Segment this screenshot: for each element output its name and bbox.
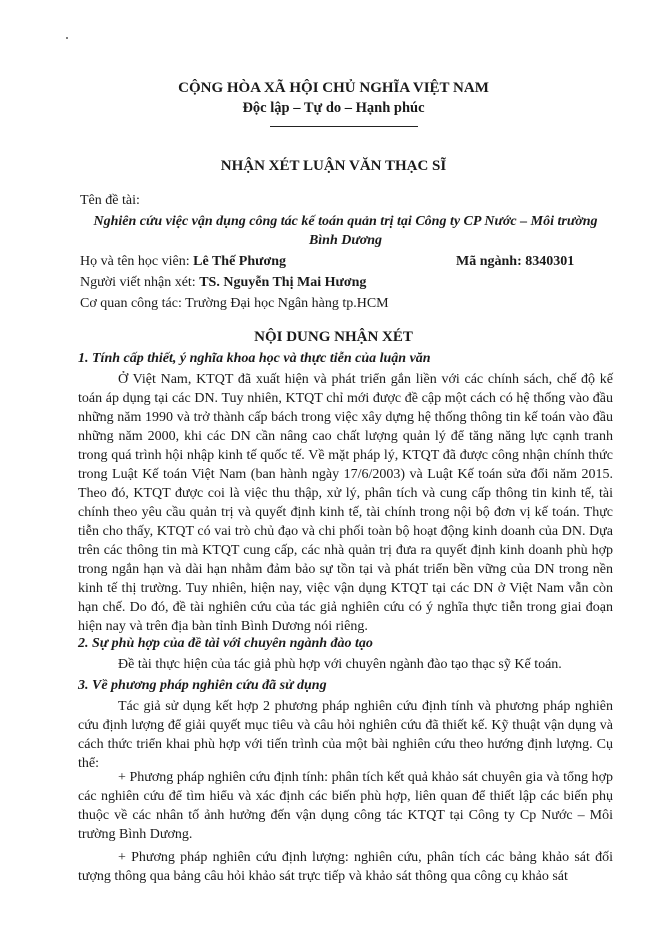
reviewer-row — [80, 273, 613, 292]
reviewer-label: Người viết nhận xét: — [80, 275, 196, 290]
student-label: Họ và tên học viên: — [80, 254, 190, 269]
header-divider — [270, 126, 418, 127]
student-row — [80, 252, 613, 271]
workplace-value: Trường Đại học Ngân hàng tp.HCM — [185, 296, 389, 311]
content-heading: NỘI DUNG NHẬN XÉT — [254, 329, 413, 345]
workplace-label: Cơ quan công tác: — [80, 296, 182, 311]
section-3-heading: 3. Về phương pháp nghiên cứu đã sử dụng — [78, 678, 327, 693]
motto: Độc lập – Tự do – Hạnh phúc — [242, 100, 425, 116]
section-3-body: Tác giả sử dụng kết hợp 2 phương pháp nghiên cứu định tính và phương pháp nghiên cứu định lượng để giải quyết mục tiêu và câu hỏi nghiên cứu đã thiết kế. Kỹ thuật vận dụng và cách thức triển khai phù hợp với tiến trình của một bài nghiên cứu theo hướng định lượng. Cụ thể: — [78, 699, 613, 771]
document-title: NHẬN XÉT LUẬN VĂN THẠC SĨ — [220, 158, 447, 174]
section-2-body: Đề tài thực hiện của tác giả phù hợp với chuyên ngành đào tạo thạc sỹ Kế toán. — [118, 657, 562, 672]
major-field — [456, 252, 574, 271]
major-code: 8340301 — [525, 254, 575, 269]
section-1-heading: 1. Tính cấp thiết, ý nghĩa khoa học và thực tiễn của luận văn — [78, 351, 431, 366]
country-title: CỘNG HÒA XÃ HỘI CHỦ NGHĨA VIỆT NAM — [178, 80, 489, 96]
student-name: Lê Thế Phương — [193, 254, 287, 269]
reviewer-name: TS. Nguyễn Thị Mai Hương — [199, 275, 367, 290]
section-3-bullet-quantitative: + Phương pháp nghiên cứu định lượng: nghiên cứu, phân tích các bảng khảo sát đối tượng thông qua bảng câu hỏi khảo sát trực tiếp và khảo sát thông qua công cụ khảo sát — [78, 850, 613, 884]
workplace-row — [80, 294, 613, 313]
topic-label: Tên đề tài: — [80, 193, 140, 208]
section-2-heading: 2. Sự phù hợp của đề tài với chuyên ngành đào tạo — [78, 636, 373, 651]
major-label: Mã ngành: — [456, 254, 522, 269]
topic-text: Nghiên cứu việc vận dụng công tác kế toán quản trị tại Công ty CP Nước – Môi trường Bình Dương — [93, 214, 598, 248]
scan-speck — [66, 37, 68, 39]
section-3-bullet-qualitative: + Phương pháp nghiên cứu định tính: phân tích kết quả khảo sát chuyên gia và tổng hợp các nghiên cứu để tìm hiểu và xác định các biến phù hợp, liên quan để thiết lập các biến phụ thuộc về các nhân tố ảnh hưởng đến vận dụng công tác KTQT tại Công ty Cp Nước – Môi trường Bình Dương. — [78, 770, 613, 842]
section-1-body: Ở Việt Nam, KTQT đã xuất hiện và phát triển gắn liền với các chính sách, chế độ kế toán áp dụng tại các DN. Tuy nhiên, KTQT chỉ mới được đề cập một cách có hệ thống vào đầu những năm 1990 và trở thành cấp bách trong việc xây dựng hệ thống thông tin kế toán vào đầu những năm 2000, khi các DN cần nâng cao chất lượng quản lý để tăng năng lực cạnh tranh trong quá trình hội nhập kinh tế quốc tế. Về mặt pháp lý, KTQT đã được công nhận chính thức trong Luật Kế toán Việt Nam (ban hành ngày 17/6/2003) và Luật Kế toán sửa đổi năm 2015. Theo đó, KTQT được coi là việc thu thập, xử lý, phân tích và cung cấp thông tin kinh tế, tài chính theo yêu cầu quản trị và quyết định kinh tế, tài chính trong nội bộ đơn vị kế toán. Thực tiễn cho thấy, KTQT có vai trò chủ đạo và chi phối toàn bộ hoạt động kinh doanh của DN. Dựa trên các thông tin mà KTQT cung cấp, các nhà quản trị đưa ra quyết định kinh doanh phù hợp trong ngắn hạn và dài hạn nhằm đảm bảo sự tồn tại và phát triển bền vững của DN trong nền kinh tế thị trường. Tuy nhiên, hiện nay, việc vận dụng KTQT tại các DN ở Việt Nam vẫn còn hạn chế. Do đó, đề tài nghiên cứu của tác giả nghiên cứu có ý nghĩa thực tiễn trong giai đoạn hiện nay và trên địa bàn tỉnh Bình Dương nói riêng. — [78, 372, 613, 634]
